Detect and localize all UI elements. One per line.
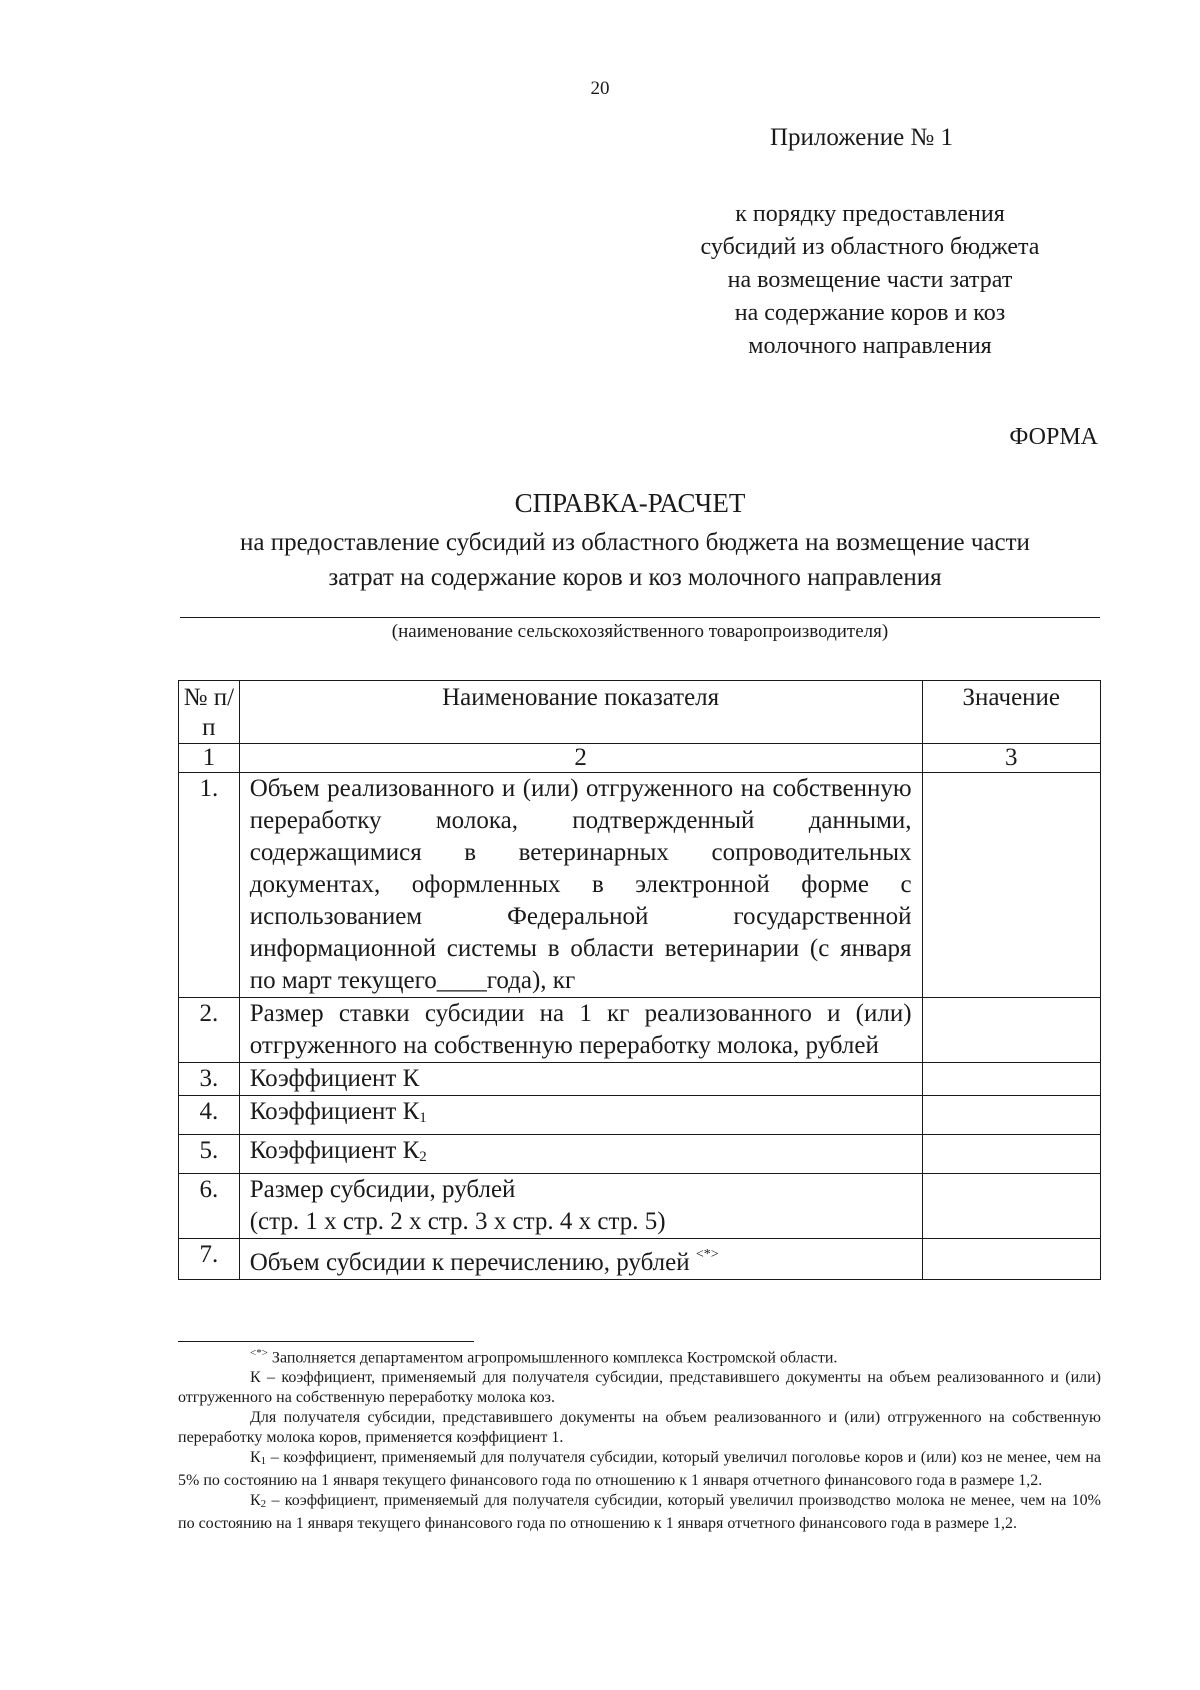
annex-ref-line: к порядку предоставления: [735, 201, 1005, 227]
annex-ref-line: молочного направления: [748, 333, 992, 359]
footnote-marker: <*>: [695, 1247, 719, 1262]
annex-ref-line: на содержание коров и коз: [734, 300, 1006, 326]
coef-label: Коэффициент К: [249, 1137, 420, 1164]
document-subtitle: [165, 525, 1105, 595]
footnote-1: <*> Заполняется департаментом агропромышленного комплекса Костромской области.: [250, 1347, 838, 1367]
row-text-content: Коэффициент К: [249, 1065, 420, 1092]
footnotes: [178, 1343, 1101, 1534]
table-row: [179, 1239, 1101, 1280]
footnote-marker: <*>: [250, 1347, 268, 1359]
table-row: [179, 1135, 1101, 1174]
row-value-cell: [922, 1096, 1100, 1135]
row-number: 4.: [179, 1096, 240, 1135]
calculation-table: [178, 680, 1101, 1280]
row-number: 7.: [179, 1239, 240, 1280]
row-number: 2.: [179, 998, 240, 1063]
coef-subscript: 2: [419, 1149, 427, 1165]
row-text: [239, 1174, 922, 1239]
column-number: 2: [239, 744, 922, 773]
row-number: 1.: [179, 773, 240, 998]
row-text-line: Объем субсидии к перечислению, рублей: [249, 1249, 690, 1276]
row-text-content: Размер ставки субсидии на 1 кг реализованного и (или) отгруженного на собственную переработку молока, рублей: [249, 1000, 912, 1059]
form-label: ФОРМА: [1009, 424, 1098, 450]
row-text: [239, 1135, 922, 1174]
annex-title: Приложение № 1: [770, 124, 954, 151]
row-number: 6.: [179, 1174, 240, 1239]
row-text: [239, 773, 922, 998]
table-header-row: [179, 681, 1101, 744]
table-row: [179, 998, 1101, 1063]
row-value-cell: [922, 1063, 1100, 1096]
coef-label: Коэффициент К: [249, 1098, 420, 1125]
row-text-content: Объем реализованного и (или) отгруженного на собственную переработку молока, подтвержденный данными, содержащимися в ветеринарных сопроводительных документах, оформленных в электронной форме с использованием Федеральной государственной информационной системы в области ветеринарии (с января по март текущего____года), кг: [249, 775, 912, 994]
row-text: [239, 1063, 922, 1096]
row-text: [239, 998, 922, 1063]
row-text: [239, 1239, 922, 1280]
row-value-cell: [922, 773, 1100, 998]
footnote-k1: $К_1$ – коэффициент, применяемый для получателя субсидии, который увеличил поголовье коров и (или) коз не менее, чем на 5% по состоянию на 1 января текущего финансового года по отношению к 1 января отчетного финансового года в размере 1,2.: [178, 1449, 1101, 1490]
row-value-cell: [922, 998, 1100, 1063]
column-number: 1: [179, 744, 240, 773]
footnote-k: К – коэффициент, применяемый для получателя субсидии, представившего документы на объем реализованного и (или) отгруженного на собственную переработку молока коз.: [178, 1369, 1101, 1407]
footnote-k-cows: Для получателя субсидии, представившего документы на объем реализованного и (или) отгруженного на собственную переработку молока коров, применяется коэффициент 1.: [178, 1409, 1101, 1447]
footnote-separator: [178, 1341, 474, 1342]
row-value-cell: [922, 1239, 1100, 1280]
column-number-row: [179, 744, 1101, 773]
subtitle-line: затрат на содержание коров и коз молочного направления: [328, 564, 942, 591]
row-text: [239, 1096, 922, 1135]
row-text-content: [240, 1096, 922, 1134]
producer-name-caption: (наименование сельскохозяйственного товаропроизводителя): [391, 621, 889, 642]
column-number: 3: [922, 744, 1100, 773]
table-row: [179, 1063, 1101, 1096]
row-number: 3.: [179, 1063, 240, 1096]
table-row: [179, 1174, 1101, 1239]
annex-ref-line: субсидий из областного бюджета: [700, 234, 1040, 260]
row-value-cell: [922, 1174, 1100, 1239]
header-num: № п/п: [179, 681, 240, 744]
row-text-content: [240, 1174, 922, 1238]
row-text-content: [240, 1239, 922, 1279]
header-value: Значение: [922, 681, 1100, 744]
row-text-line: Размер субсидии, рублей: [249, 1176, 516, 1203]
table-row: [179, 1096, 1101, 1135]
row-formula-line: (стр. 1 х стр. 2 х стр. 3 х стр. 4 х стр. 5): [249, 1208, 666, 1235]
coef-subscript: 1: [419, 1110, 427, 1126]
page-number: 20: [590, 78, 610, 99]
document-title: СПРАВКА-РАСЧЕТ: [514, 488, 746, 518]
header-name: Наименование показателя: [239, 681, 922, 744]
footnote-k2: $К_2$ – коэффициент, применяемый для получателя субсидии, который увеличил производство молока не менее, чем на 10% по состоянию на 1 января текущего финансового года по отношению к 1 января отчетного финансового года в размере 1,2.: [178, 1492, 1101, 1533]
annex-ref-line: на возмещение части затрат: [727, 267, 1013, 293]
table-row: [179, 773, 1101, 998]
row-text-content: [240, 1135, 922, 1173]
subtitle-line: на предоставление субсидий из областного бюджета на возмещение части: [240, 529, 1030, 556]
row-number: 5.: [179, 1135, 240, 1174]
annex-reference: [640, 198, 1100, 363]
row-value-cell: [922, 1135, 1100, 1174]
producer-name-line: [180, 617, 1100, 618]
